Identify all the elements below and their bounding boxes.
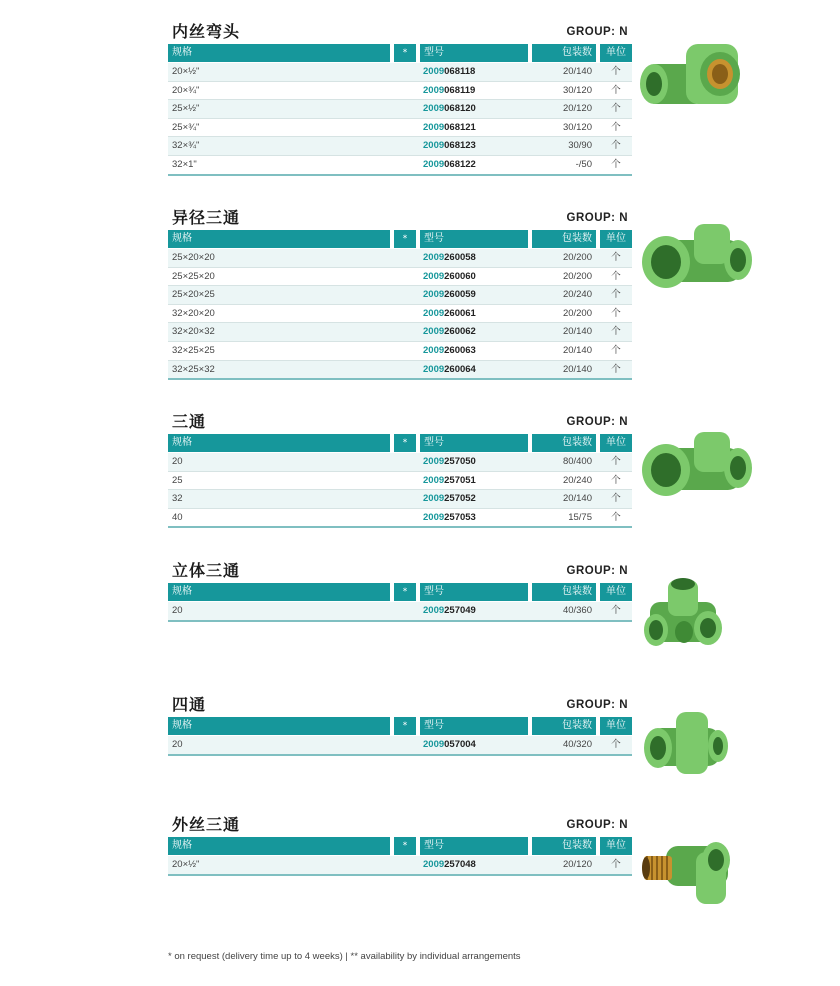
cell-pack: 20/120 (562, 103, 592, 115)
table-row (168, 249, 632, 268)
cell-model (423, 305, 476, 323)
model-prefix: 2009 (423, 605, 445, 616)
cell-spec: 25×25×20 (172, 270, 215, 282)
cell-pack: 20/140 (562, 326, 592, 338)
table-bottom-rule (168, 754, 632, 756)
model-prefix: 2009 (423, 456, 445, 467)
header-pack: 包装数 (532, 230, 596, 248)
cell-model (423, 453, 476, 471)
cell-model (423, 342, 476, 360)
table-row (168, 453, 632, 472)
cell-unit: 个 (611, 252, 621, 263)
table-header (168, 44, 632, 62)
cell-spec: 20 (172, 605, 183, 616)
header-star: * (394, 44, 416, 62)
model-suffix: 068122 (444, 159, 476, 170)
header-unit: 单位 (600, 837, 632, 855)
cell-model (423, 100, 476, 118)
model-prefix: 2009 (423, 511, 445, 523)
model-suffix: 057004 (444, 739, 476, 750)
table-row (168, 137, 632, 156)
male-threaded-tee-image (640, 832, 734, 908)
cell-pack: -/50 (575, 159, 592, 170)
cell-model (423, 602, 476, 620)
model-prefix: 2009 (423, 345, 445, 356)
model-prefix: 2009 (423, 474, 445, 486)
model-suffix: 260061 (444, 307, 476, 319)
model-suffix: 068119 (444, 84, 476, 96)
model-suffix: 068121 (444, 121, 476, 133)
header-star: * (394, 583, 416, 601)
group-label: GROUP: N (566, 416, 628, 428)
table-row (168, 736, 632, 755)
header-star: * (394, 434, 416, 452)
cell-spec: 20 (172, 456, 183, 467)
cell-model (423, 490, 476, 508)
header-star: * (394, 717, 416, 735)
cell-spec: 25×¾" (172, 121, 200, 133)
table-bottom-rule (168, 874, 632, 876)
cell-spec: 25×20×25 (172, 289, 215, 301)
cell-unit: 个 (611, 103, 621, 115)
model-prefix: 2009 (423, 493, 445, 505)
cell-unit: 个 (611, 363, 621, 375)
cell-unit: 个 (611, 474, 621, 486)
cell-pack: 30/90 (568, 140, 592, 152)
cell-spec: 25×20×20 (172, 252, 215, 263)
cell-spec: 40 (172, 511, 183, 523)
table-bottom-rule (168, 526, 632, 528)
cell-spec: 32×20×20 (172, 307, 215, 319)
model-suffix: 257053 (444, 511, 476, 523)
cell-unit: 个 (611, 66, 621, 77)
table-header (168, 583, 632, 601)
cell-pack: 20/140 (562, 66, 592, 77)
table-row (168, 472, 632, 491)
cell-spec: 25 (172, 474, 183, 486)
cell-unit: 个 (611, 121, 621, 133)
3d-tee-image (638, 576, 730, 660)
header-star: * (394, 837, 416, 855)
table-row (168, 856, 632, 875)
model-prefix: 2009 (423, 159, 445, 170)
cell-model (423, 156, 476, 174)
table-row (168, 119, 632, 138)
cell-unit: 个 (611, 605, 621, 616)
header-model: 型号 (420, 434, 528, 452)
header-unit: 单位 (600, 583, 632, 601)
header-model: 型号 (420, 44, 528, 62)
model-suffix: 260058 (444, 252, 476, 263)
group-label: GROUP: N (566, 819, 628, 831)
table-row (168, 82, 632, 101)
cell-model (423, 249, 476, 267)
cell-unit: 个 (611, 345, 621, 356)
header-pack: 包装数 (532, 583, 596, 601)
model-prefix: 2009 (423, 363, 445, 375)
model-suffix: 257052 (444, 493, 476, 505)
table-row (168, 63, 632, 82)
female-threaded-elbow-image (636, 36, 754, 118)
cell-model (423, 268, 476, 286)
section-title: 异径三通 (172, 208, 241, 227)
cell-pack: 20/200 (562, 270, 592, 282)
header-model: 型号 (420, 717, 528, 735)
cell-unit: 个 (611, 511, 621, 523)
table-row (168, 268, 632, 287)
cell-unit: 个 (611, 307, 621, 319)
header-spec: 规格 (168, 717, 390, 735)
table-header (168, 434, 632, 452)
group-label: GROUP: N (566, 26, 628, 38)
model-suffix: 260064 (444, 363, 476, 375)
cell-spec: 32×25×25 (172, 345, 215, 356)
equal-tee-image (638, 430, 756, 510)
model-prefix: 2009 (423, 252, 445, 263)
cell-spec: 32×1" (172, 159, 197, 170)
table-header (168, 717, 632, 735)
model-suffix: 068120 (444, 103, 476, 115)
model-suffix: 068118 (444, 66, 476, 77)
section-title: 三通 (172, 412, 207, 431)
cell-model (423, 472, 476, 490)
section-title: 外丝三通 (172, 815, 241, 834)
cell-unit: 个 (611, 326, 621, 338)
table-bottom-rule (168, 174, 632, 176)
table-row (168, 490, 632, 509)
header-spec: 规格 (168, 837, 390, 855)
header-spec: 规格 (168, 434, 390, 452)
table-row (168, 509, 632, 528)
header-star: * (394, 230, 416, 248)
table-bottom-rule (168, 378, 632, 380)
cell-unit: 个 (611, 159, 621, 170)
cell-spec: 20×½" (172, 859, 200, 870)
model-prefix: 2009 (423, 739, 445, 750)
group-label: GROUP: N (566, 212, 628, 224)
header-pack: 包装数 (532, 837, 596, 855)
cell-model (423, 323, 476, 341)
cell-model (423, 119, 476, 137)
cell-pack: 30/120 (562, 84, 592, 96)
cell-model (423, 736, 476, 754)
cross-image (638, 710, 730, 778)
model-prefix: 2009 (423, 121, 445, 133)
header-pack: 包装数 (532, 434, 596, 452)
header-pack: 包装数 (532, 717, 596, 735)
cell-unit: 个 (611, 289, 621, 301)
table-row (168, 361, 632, 380)
cell-pack: 80/400 (562, 456, 592, 467)
model-prefix: 2009 (423, 103, 445, 115)
cell-spec: 32×¾" (172, 140, 200, 152)
model-suffix: 257051 (444, 474, 476, 486)
cell-model (423, 137, 476, 155)
group-label: GROUP: N (566, 565, 628, 577)
table-row (168, 100, 632, 119)
cell-unit: 个 (611, 739, 621, 750)
table-header (168, 837, 632, 855)
model-prefix: 2009 (423, 289, 445, 301)
cell-pack: 20/200 (562, 252, 592, 263)
model-suffix: 257050 (444, 456, 476, 467)
cell-pack: 20/140 (562, 345, 592, 356)
cell-spec: 20×¾" (172, 84, 200, 96)
cell-pack: 40/320 (562, 739, 592, 750)
cell-spec: 20×½" (172, 66, 200, 77)
model-suffix: 260060 (444, 270, 476, 282)
header-spec: 规格 (168, 230, 390, 248)
model-prefix: 2009 (423, 270, 445, 282)
cell-unit: 个 (611, 859, 621, 870)
reducing-tee-image (638, 222, 754, 302)
model-prefix: 2009 (423, 307, 445, 319)
header-model: 型号 (420, 583, 528, 601)
cell-model (423, 509, 476, 527)
model-suffix: 068123 (444, 140, 476, 152)
section-title: 四通 (172, 695, 207, 714)
footnote: * on request (delivery time up to 4 weeks) | ** availability by individual arrangements (168, 951, 521, 962)
cell-model (423, 856, 476, 874)
header-model: 型号 (420, 230, 528, 248)
model-prefix: 2009 (423, 66, 445, 77)
header-unit: 单位 (600, 717, 632, 735)
cell-model (423, 361, 476, 379)
cell-pack: 40/360 (562, 605, 592, 616)
model-prefix: 2009 (423, 859, 445, 870)
cell-pack: 20/140 (562, 363, 592, 375)
table-row (168, 602, 632, 621)
header-unit: 单位 (600, 434, 632, 452)
cell-model (423, 63, 475, 81)
section-title: 内丝弯头 (172, 22, 241, 41)
section-title: 立体三通 (172, 561, 241, 580)
table-row (168, 305, 632, 324)
table-row (168, 286, 632, 305)
model-suffix: 260062 (444, 326, 476, 338)
cell-pack: 30/120 (562, 121, 592, 133)
table-row (168, 156, 632, 175)
cell-pack: 20/240 (562, 474, 592, 486)
header-unit: 单位 (600, 230, 632, 248)
cell-spec: 32×25×32 (172, 363, 215, 375)
cell-spec: 32×20×32 (172, 326, 215, 338)
table-header (168, 230, 632, 248)
model-suffix: 257049 (444, 605, 476, 616)
cell-pack: 20/140 (562, 493, 592, 505)
cell-unit: 个 (611, 493, 621, 505)
group-label: GROUP: N (566, 699, 628, 711)
table-bottom-rule (168, 620, 632, 622)
model-prefix: 2009 (423, 84, 445, 96)
header-spec: 规格 (168, 583, 390, 601)
model-suffix: 257048 (444, 859, 476, 870)
header-unit: 单位 (600, 44, 632, 62)
cell-spec: 20 (172, 739, 183, 750)
table-row (168, 342, 632, 361)
model-suffix: 260063 (444, 345, 476, 356)
cell-unit: 个 (611, 270, 621, 282)
cell-model (423, 286, 476, 304)
cell-pack: 20/200 (562, 307, 592, 319)
header-model: 型号 (420, 837, 528, 855)
cell-unit: 个 (611, 456, 621, 467)
cell-pack: 20/120 (562, 859, 592, 870)
table-row (168, 323, 632, 342)
cell-pack: 15/75 (568, 511, 592, 523)
cell-spec: 32 (172, 493, 183, 505)
header-spec: 规格 (168, 44, 390, 62)
model-prefix: 2009 (423, 140, 445, 152)
cell-model (423, 82, 475, 100)
cell-pack: 20/240 (562, 289, 592, 301)
model-prefix: 2009 (423, 326, 445, 338)
cell-unit: 个 (611, 140, 621, 152)
model-suffix: 260059 (444, 289, 476, 301)
cell-unit: 个 (611, 84, 621, 96)
header-pack: 包装数 (532, 44, 596, 62)
cell-spec: 25×½" (172, 103, 200, 115)
